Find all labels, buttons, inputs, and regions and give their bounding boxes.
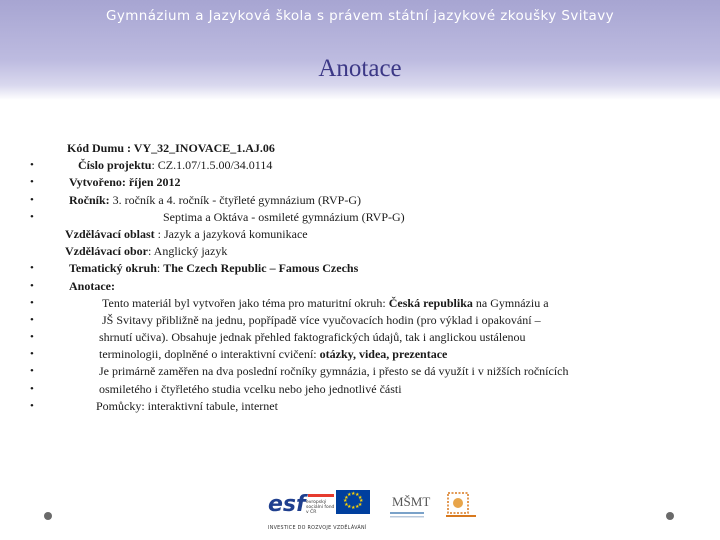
bullet-marker: • [30, 193, 34, 206]
annotation-line [30, 295, 710, 312]
eu-star-icon: ★ [344, 495, 349, 501]
annotation-line [30, 209, 710, 226]
msmt-logo [388, 490, 431, 524]
annotation-text-run: Pomůcky: interaktivní tabule, internet [96, 398, 278, 413]
school-name: Gymnázium a Jazyková škola s právem státní jazykové zkoušky Svitavy [105, 8, 615, 24]
bullet-marker: • [30, 382, 34, 395]
annotation-text-run: Vytvořeno: říjen 2012 [69, 175, 181, 190]
annotation-text-run: Anotace: [69, 278, 115, 293]
msmt-wordmark: MŠMT [392, 494, 431, 509]
slide-dot-left [44, 512, 52, 520]
annotation-text-run: Septima a Oktáva - osmileté gymnázium (RVP-G) [163, 209, 405, 224]
annotation-text-run: otázky, videa, prezentace [319, 347, 448, 362]
bullet-marker: • [30, 331, 34, 344]
slide-title: Anotace [318, 55, 402, 82]
eu-star-icon: ★ [357, 495, 363, 501]
annotation-text-run: Tento materiál byl vytvořen jako téma pro maturitní okruh: [102, 295, 389, 310]
opvk-logo [444, 490, 478, 522]
slide-dot-right [666, 512, 674, 520]
annotation-text-run: 3. ročník a 4. ročník - čtyřleté gymnázium (RVP-G) [109, 192, 361, 207]
funding-logos [268, 490, 468, 540]
eu-star-icon: ★ [355, 505, 360, 511]
annotation-text-run: Číslo projektu [78, 158, 152, 173]
investment-slogan: INVESTICE DO ROZVOJE VZDĚLÁVÁNÍ [268, 526, 367, 531]
annotation-text-run: JŠ Svitavy přibližně na jednu, popřípadě více vyučovacích hodin (pro výklad i opakování – [102, 312, 541, 327]
annotation-line [30, 278, 710, 295]
annotation-text-run: shrnutí učiva). Obsahuje jednak přehled faktografických údajů, tak i anglickou ustálenou [99, 330, 526, 345]
annotation-text-run: Kód Dumu : VY_32_INOVACE_1.AJ.06 [67, 141, 275, 155]
eu-star-icon: ★ [347, 505, 352, 511]
annotation-line [30, 260, 710, 277]
annotation-text [30, 140, 710, 415]
bullet-marker: • [30, 313, 34, 326]
bullet-marker: • [30, 279, 34, 292]
annotation-text-run: terminologii, doplněné o interaktivní cvičení: [99, 347, 320, 362]
bullet-marker: • [30, 365, 34, 378]
slide-header [0, 0, 720, 100]
annotation-line [30, 346, 710, 363]
eu-star-icon: ★ [351, 492, 356, 497]
annotation-text-run: : CZ.1.07/1.5.00/34.0114 [151, 158, 273, 173]
bullet-marker: • [30, 296, 34, 309]
annotation-line [30, 226, 710, 243]
msmt-emblem-icon [388, 490, 431, 524]
bullet-marker: • [30, 159, 34, 172]
annotation-line [30, 192, 710, 209]
bullet-marker: • [30, 262, 34, 275]
esf-logo [268, 490, 336, 522]
eu-star-icon: ★ [355, 492, 360, 498]
annotation-text-run: Tematický okruh [69, 261, 157, 276]
annotation-line [30, 140, 710, 157]
bullet-marker: • [30, 176, 34, 189]
annotation-text-run: : [156, 261, 164, 276]
eu-star-icon: ★ [347, 492, 352, 498]
annotation-line [30, 174, 710, 191]
annotation-text-run: Česká republika [388, 295, 473, 310]
annotation-line [30, 363, 710, 380]
annotation-text-run: Ročník: [69, 192, 110, 207]
annotation-text-run: Vzdělávací oblast [65, 226, 155, 241]
esf-wordmark: esf [268, 492, 306, 517]
bullet-marker: • [30, 348, 34, 361]
eu-star-icon: ★ [359, 499, 364, 504]
esf-subtitle: evropský sociální fond v ČR [306, 500, 335, 515]
annotation-text-run: : Jazyk a jazyková komunikace [154, 226, 308, 241]
esf-flag-stripe [308, 494, 334, 497]
eu-star-icon: ★ [344, 502, 349, 508]
annotation-line [30, 243, 710, 260]
annotation-line [30, 381, 710, 398]
annotation-text-run: The Czech Republic – Famous Czechs [163, 261, 359, 276]
annotation-line [30, 398, 710, 415]
annotation-text-run: : Anglický jazyk [148, 244, 228, 259]
opvk-emblem-icon [444, 490, 478, 522]
annotation-text-run: Vzdělávací obor [65, 244, 148, 259]
annotation-line [30, 329, 710, 346]
eu-flag-logo [336, 490, 370, 514]
annotation-text-run: Je primárně zaměřen na dva poslední ročníky gymnázia, i přesto se dá využít i v nižších ročnících [99, 364, 569, 379]
bullet-marker: • [30, 399, 34, 412]
bullet-marker: • [30, 210, 34, 223]
annotation-text-run: na Gymnáziu a [472, 295, 549, 310]
annotation-line [30, 157, 710, 174]
eu-star-icon: ★ [351, 506, 356, 511]
annotation-line [30, 312, 710, 329]
eu-star-icon: ★ [343, 499, 348, 504]
eu-star-icon: ★ [357, 502, 363, 508]
annotation-text-run: osmiletého i čtyřletého studia vcelku nebo jeho jednotlivé části [99, 381, 402, 396]
